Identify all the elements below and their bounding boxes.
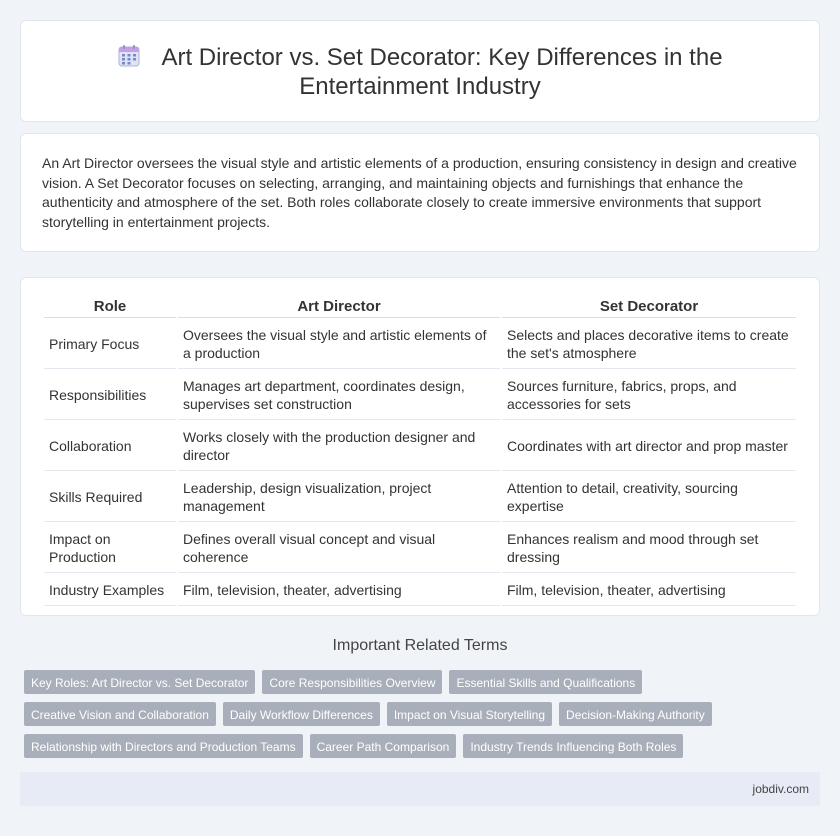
row-label: Primary Focus	[44, 318, 176, 369]
table-row	[44, 573, 796, 606]
art-director-cell: Manages art department, coordinates design, supervises set construction	[178, 369, 500, 420]
related-term-tag[interactable]: Industry Trends Influencing Both Roles	[463, 734, 683, 758]
related-terms-title: Important Related Terms	[332, 637, 508, 654]
table-header-row	[44, 295, 796, 318]
related-term-tag[interactable]: Decision-Making Authority	[559, 702, 712, 726]
table-row	[44, 471, 796, 522]
related-term-tag[interactable]: Core Responsibilities Overview	[262, 670, 442, 694]
header-set-decorator: Set Decorator	[502, 295, 796, 318]
related-terms-tags	[24, 670, 814, 766]
title-line-1: Art Director vs. Set Decorator: Key Differences in the	[161, 44, 723, 71]
intro-paragraph: An Art Director oversees the visual style and artistic elements of a production, ensuring consistency in design and creative vision. A Set Decorator focuses on selecting, arranging, and maintaining objects and furnishings that enhance the authenticity and atmosphere of the set. Both roles collaborate closely to create immersive environments that support storytelling in entertainment projects.	[42, 155, 797, 230]
table-row	[44, 522, 796, 573]
header-role: Role	[44, 295, 176, 318]
related-term-tag[interactable]: Relationship with Directors and Production Teams	[24, 734, 303, 758]
art-director-cell: Works closely with the production designer and director	[178, 420, 500, 471]
comparison-table	[42, 295, 798, 606]
title-line-2: Entertainment Industry	[299, 73, 541, 100]
art-director-cell: Defines overall visual concept and visual coherence	[178, 522, 500, 573]
row-label: Responsibilities	[44, 369, 176, 420]
table-row	[44, 369, 796, 420]
footer	[20, 772, 820, 806]
calendar-icon	[117, 44, 141, 68]
header-art-director: Art Director	[178, 295, 500, 318]
art-director-cell: Film, television, theater, advertising	[178, 573, 500, 606]
art-director-cell: Leadership, design visualization, project management	[178, 471, 500, 522]
page-title	[21, 43, 819, 101]
set-decorator-cell: Film, television, theater, advertising	[502, 573, 796, 606]
set-decorator-cell: Sources furniture, fabrics, props, and accessories for sets	[502, 369, 796, 420]
row-label: Skills Required	[44, 471, 176, 522]
art-director-cell: Oversees the visual style and artistic elements of a production	[178, 318, 500, 369]
set-decorator-cell: Enhances realism and mood through set dressing	[502, 522, 796, 573]
related-term-tag[interactable]: Career Path Comparison	[310, 734, 457, 758]
related-term-tag[interactable]: Creative Vision and Collaboration	[24, 702, 216, 726]
table-row	[44, 318, 796, 369]
related-term-tag[interactable]: Essential Skills and Qualifications	[449, 670, 642, 694]
set-decorator-cell: Coordinates with art director and prop master	[502, 420, 796, 471]
set-decorator-cell: Selects and places decorative items to create the set's atmosphere	[502, 318, 796, 369]
related-term-tag[interactable]: Daily Workflow Differences	[223, 702, 380, 726]
row-label: Industry Examples	[44, 573, 176, 606]
set-decorator-cell: Attention to detail, creativity, sourcing expertise	[502, 471, 796, 522]
intro-card	[20, 133, 820, 252]
comparison-card	[20, 277, 820, 616]
row-label: Impact on Production	[44, 522, 176, 573]
table-row	[44, 420, 796, 471]
related-term-tag[interactable]: Key Roles: Art Director vs. Set Decorator	[24, 670, 255, 694]
row-label: Collaboration	[44, 420, 176, 471]
related-term-tag[interactable]: Impact on Visual Storytelling	[387, 702, 552, 726]
header-card	[20, 20, 820, 122]
footer-site-link[interactable]: jobdiv.com	[752, 782, 809, 796]
